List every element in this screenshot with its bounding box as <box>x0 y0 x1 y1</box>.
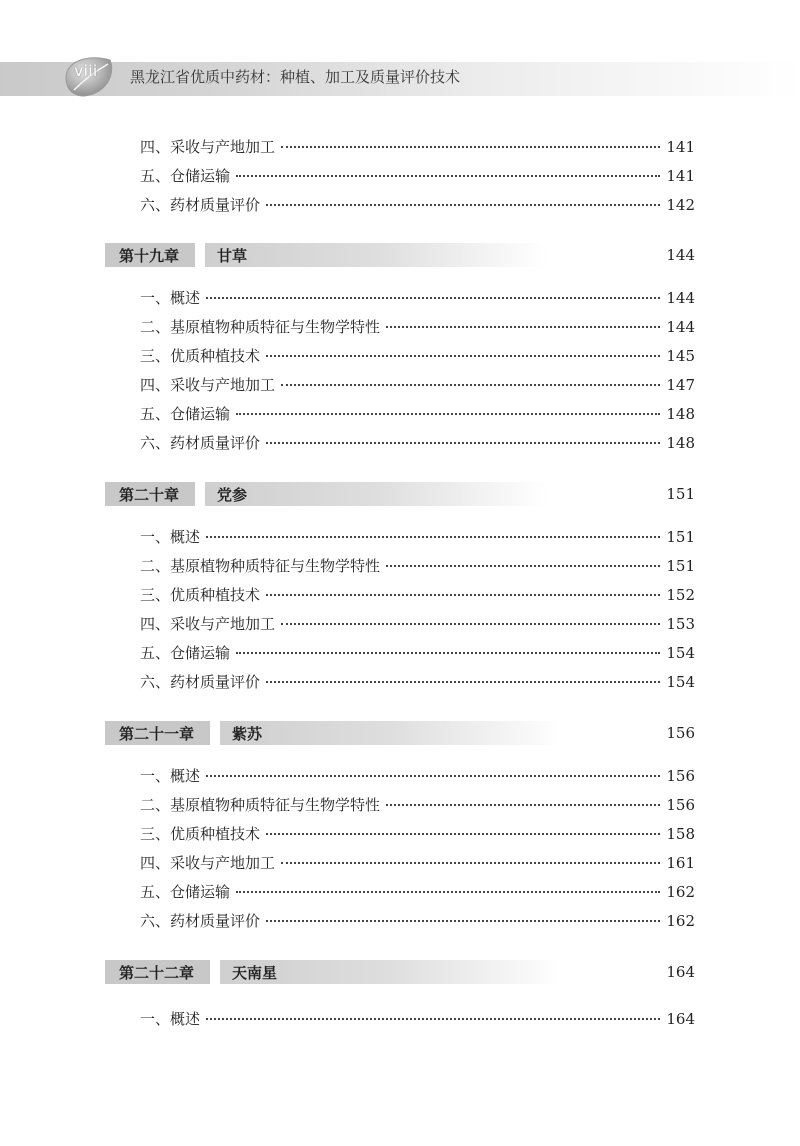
chapter-heading[interactable] <box>105 960 695 984</box>
toc-entry[interactable] <box>140 287 695 309</box>
dot-leader <box>206 536 660 538</box>
toc-entry[interactable] <box>140 136 695 158</box>
toc-entry-label: 六、药材质量评价 <box>140 673 261 691</box>
toc-entry-page-number: 153 <box>666 615 695 633</box>
toc-entry[interactable] <box>140 852 695 874</box>
toc-entry-label: 一、概述 <box>140 528 201 546</box>
toc-entry-page-number: 152 <box>666 586 695 604</box>
dot-leader <box>236 413 660 415</box>
toc-entry-label: 五、仓储运输 <box>140 167 231 185</box>
chapter-title: 天南星 <box>220 960 562 984</box>
toc-entry-page-number: 141 <box>666 167 695 185</box>
toc-entry-page-number: 161 <box>666 854 695 872</box>
book-title: 黑龙江省优质中药材：种植、加工及质量评价技术 <box>130 68 461 86</box>
toc-entry-label: 四、采收与产地加工 <box>140 615 276 633</box>
toc-entry-label: 五、仓储运输 <box>140 883 231 901</box>
toc-entry-page-number: 147 <box>666 376 695 394</box>
dot-leader <box>206 1018 660 1020</box>
chapter-heading[interactable] <box>105 721 695 745</box>
chapter-number: 第二十章 <box>105 482 195 506</box>
toc-entry[interactable] <box>140 526 695 548</box>
dot-leader <box>236 652 660 654</box>
dot-leader <box>386 565 660 567</box>
dot-leader <box>266 594 660 596</box>
toc-entry[interactable] <box>140 432 695 454</box>
toc-entry-label: 一、概述 <box>140 767 201 785</box>
toc-entry-label: 四、采收与产地加工 <box>140 854 276 872</box>
toc-entry[interactable] <box>140 765 695 787</box>
toc-entry-label: 四、采收与产地加工 <box>140 138 276 156</box>
toc-entry-page-number: 151 <box>666 528 695 546</box>
dot-leader <box>266 833 660 835</box>
toc-entry[interactable] <box>140 1008 695 1030</box>
dot-leader <box>266 920 660 922</box>
dot-leader <box>206 297 660 299</box>
toc-entry-label: 一、概述 <box>140 1010 201 1028</box>
toc-entry-page-number: 144 <box>666 318 695 336</box>
toc-entry[interactable] <box>140 613 695 635</box>
toc-entry-label: 六、药材质量评价 <box>140 912 261 930</box>
dot-leader <box>266 681 660 683</box>
toc-entry[interactable] <box>140 374 695 396</box>
dot-leader <box>281 862 660 864</box>
toc-entry-page-number: 154 <box>666 673 695 691</box>
toc-entry-label: 二、基原植物种质特征与生物学特性 <box>140 796 381 814</box>
toc-entry-label: 三、优质种植技术 <box>140 347 261 365</box>
chapter-title: 党参 <box>205 482 547 506</box>
chapter-number: 第二十一章 <box>105 721 210 745</box>
toc-entry-page-number: 148 <box>666 405 695 423</box>
chapter-title: 甘草 <box>205 243 547 267</box>
toc-entry-page-number: 162 <box>666 883 695 901</box>
toc-entry-page-number: 141 <box>666 138 695 156</box>
dot-leader <box>266 355 660 357</box>
toc-entry-page-number: 151 <box>666 557 695 575</box>
toc-entry-label: 一、概述 <box>140 289 201 307</box>
chapter-page-number: 151 <box>666 485 695 503</box>
toc-entry-page-number: 156 <box>666 767 695 785</box>
chapter-heading[interactable] <box>105 482 695 506</box>
toc-entry-label: 三、优质种植技术 <box>140 586 261 604</box>
chapter-title: 紫苏 <box>220 721 562 745</box>
toc-entry-page-number: 142 <box>666 196 695 214</box>
dot-leader <box>386 804 660 806</box>
chapter-page-number: 156 <box>666 724 695 742</box>
toc-entry-label: 五、仓储运输 <box>140 405 231 423</box>
dot-leader <box>281 384 660 386</box>
toc-entry[interactable] <box>140 794 695 816</box>
dot-leader <box>236 891 660 893</box>
dot-leader <box>281 623 660 625</box>
toc-entry-page-number: 148 <box>666 434 695 452</box>
toc-entry-page-number: 162 <box>666 912 695 930</box>
toc-entry-label: 三、优质种植技术 <box>140 825 261 843</box>
toc-entry[interactable] <box>140 316 695 338</box>
toc-entry[interactable] <box>140 881 695 903</box>
toc-entry[interactable] <box>140 403 695 425</box>
toc-entry[interactable] <box>140 555 695 577</box>
toc-entry[interactable] <box>140 345 695 367</box>
toc-entry-label: 四、采收与产地加工 <box>140 376 276 394</box>
toc-entry-page-number: 144 <box>666 289 695 307</box>
dot-leader <box>206 775 660 777</box>
toc-entry-label: 六、药材质量评价 <box>140 196 261 214</box>
chapter-page-number: 144 <box>666 246 695 264</box>
chapter-number: 第十九章 <box>105 243 195 267</box>
dot-leader <box>386 326 660 328</box>
toc-entry-label: 五、仓储运输 <box>140 644 231 662</box>
toc-entry[interactable] <box>140 642 695 664</box>
chapter-page-number: 164 <box>666 963 695 981</box>
toc-entry-page-number: 158 <box>666 825 695 843</box>
toc-entry-page-number: 154 <box>666 644 695 662</box>
toc-entry[interactable] <box>140 165 695 187</box>
dot-leader <box>266 204 660 206</box>
chapter-number: 第二十二章 <box>105 960 210 984</box>
toc-entry-page-number: 164 <box>666 1010 695 1028</box>
toc-entry-label: 二、基原植物种质特征与生物学特性 <box>140 557 381 575</box>
toc-entry-label: 二、基原植物种质特征与生物学特性 <box>140 318 381 336</box>
toc-entry[interactable] <box>140 910 695 932</box>
dot-leader <box>266 442 660 444</box>
toc-entry[interactable] <box>140 823 695 845</box>
toc-entry-label: 六、药材质量评价 <box>140 434 261 452</box>
chapter-heading[interactable] <box>105 243 695 267</box>
toc-entry[interactable] <box>140 584 695 606</box>
dot-leader <box>281 146 660 148</box>
toc-entry[interactable] <box>140 671 695 693</box>
toc-entry[interactable] <box>140 194 695 216</box>
toc-entry-page-number: 145 <box>666 347 695 365</box>
page-number: viii <box>74 62 98 80</box>
dot-leader <box>236 175 660 177</box>
toc-entry-page-number: 156 <box>666 796 695 814</box>
